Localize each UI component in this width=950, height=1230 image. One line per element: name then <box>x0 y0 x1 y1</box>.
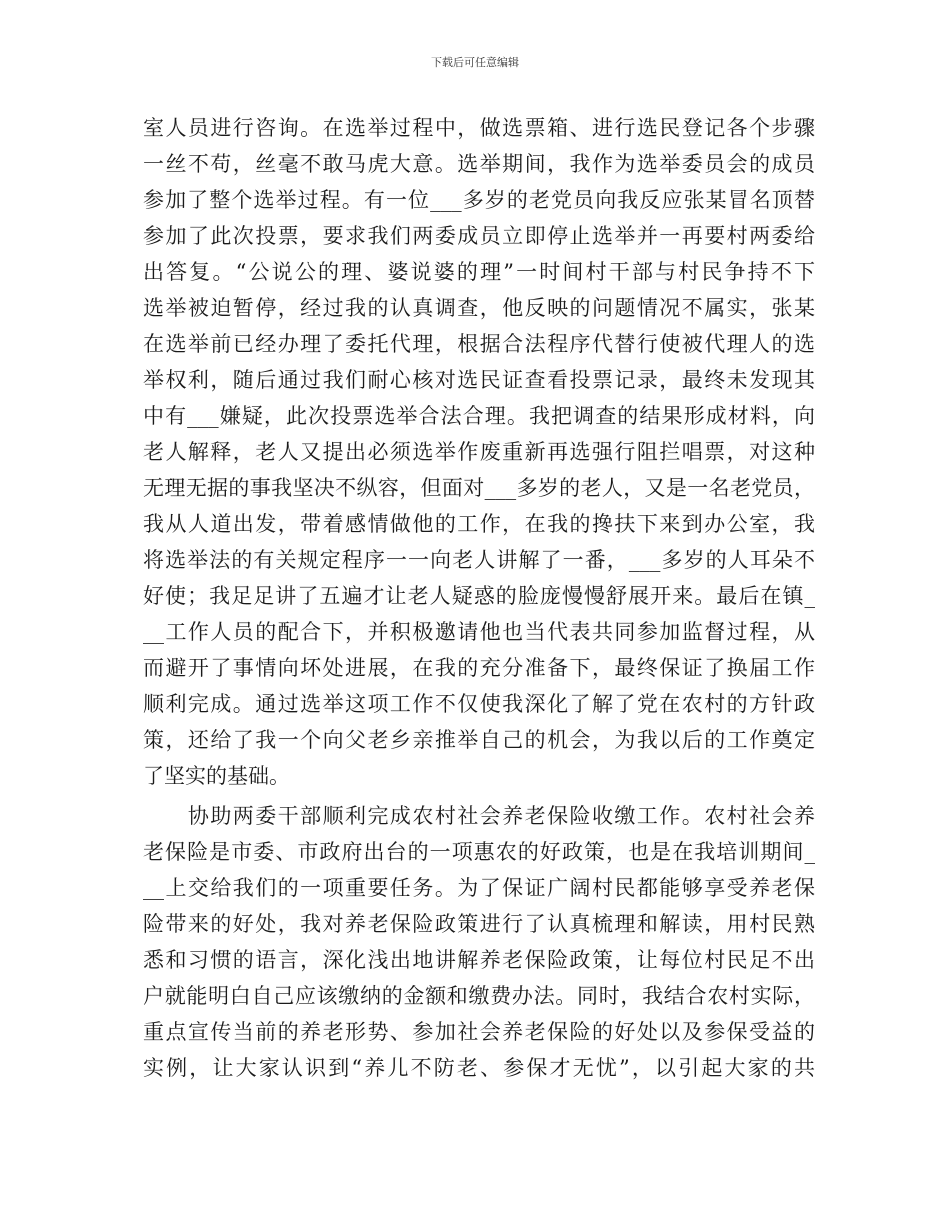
text-line: 户就能明白自己应该缴纳的金额和缴费办法。同时，我结合农村实际， <box>143 984 815 1008</box>
paragraph <box>143 110 815 794</box>
text-line: 无理无据的事我坚决不纵容，但面对___多岁的老人，又是一名老党员， <box>143 476 815 500</box>
text-line: 悉和习惯的语言，深化浅出地讲解养老保险政策，让每位村民足不出 <box>143 948 815 972</box>
document-body <box>143 110 815 1086</box>
text-line: 而避开了事情向坏处进展，在我的充分准备下，最终保证了换届工作 <box>143 656 815 680</box>
text-line: 举权利，随后通过我们耐心核对选民证查看投票记录，最终未发现其 <box>143 368 815 392</box>
text-line: 出答复。“公说公的理、婆说婆的理”一时间村干部与村民争持不下 <box>143 260 815 284</box>
text-line: 中有___嫌疑，此次投票选举合法合理。我把调查的结果形成材料，向 <box>143 404 815 428</box>
text-line: 险带来的好处，我对养老保险政策进行了认真梳理和解读，用村民熟 <box>143 912 815 936</box>
text-line: __上交给我们的一项重要任务。为了保证广阔村民都能够享受养老保 <box>143 876 815 900</box>
text-line: 一丝不苟，丝毫不敢马虎大意。选举期间，我作为选举委员会的成员 <box>143 152 815 176</box>
text-line: 我从人道出发，带着感情做他的工作，在我的搀扶下来到办公室，我 <box>143 512 815 536</box>
text-line: 参加了此次投票，要求我们两委成员立即停止选举并一再要村两委给 <box>143 224 815 248</box>
text-line: 在选举前已经办理了委托代理，根据合法程序代替行使被代理人的选 <box>143 332 815 356</box>
text-line: 好使；我足足讲了五遍才让老人疑惑的脸庞慢慢舒展开来。最后在镇_ <box>143 584 815 608</box>
text-line: 参加了整个选举过程。有一位___多岁的老党员向我反应张某冒名顶替 <box>143 188 815 212</box>
text-line: 老人解释，老人又提出必须选举作废重新再选强行阻拦唱票，对这种 <box>143 440 815 464</box>
text-line: 策，还给了我一个向父老乡亲推举自己的机会，为我以后的工作奠定 <box>143 728 815 752</box>
text-line: 将选举法的有关规定程序一一向老人讲解了一番，___多岁的人耳朵不 <box>143 548 815 572</box>
paragraph <box>143 798 815 1086</box>
text-line: 室人员进行咨询。在选举过程中，做选票箱、进行选民登记各个步骤 <box>143 116 815 140</box>
text-line: 选举被迫暂停，经过我的认真调查，他反映的问题情况不属实，张某 <box>143 296 815 320</box>
page-header: 下载后可任意编辑 <box>431 56 519 69</box>
text-line: 顺利完成。通过选举这项工作不仅使我深化了解了党在农村的方针政 <box>143 692 815 716</box>
text-line: 重点宣传当前的养老形势、参加社会养老保险的好处以及参保受益的 <box>143 1020 815 1044</box>
text-line: 老保险是市委、市政府出台的一项惠农的好政策，也是在我培训期间_ <box>143 840 815 864</box>
text-line: 了坚实的基础。 <box>143 764 290 788</box>
text-line: 实例，让大家认识到“养儿不防老、参保才无忧”，以引起大家的共 <box>143 1056 815 1080</box>
text-line: 协助两委干部顺利完成农村社会养老保险收缴工作。农村社会养 <box>143 804 815 828</box>
text-line: __工作人员的配合下，并积极邀请他也当代表共同参加监督过程，从 <box>143 620 815 644</box>
